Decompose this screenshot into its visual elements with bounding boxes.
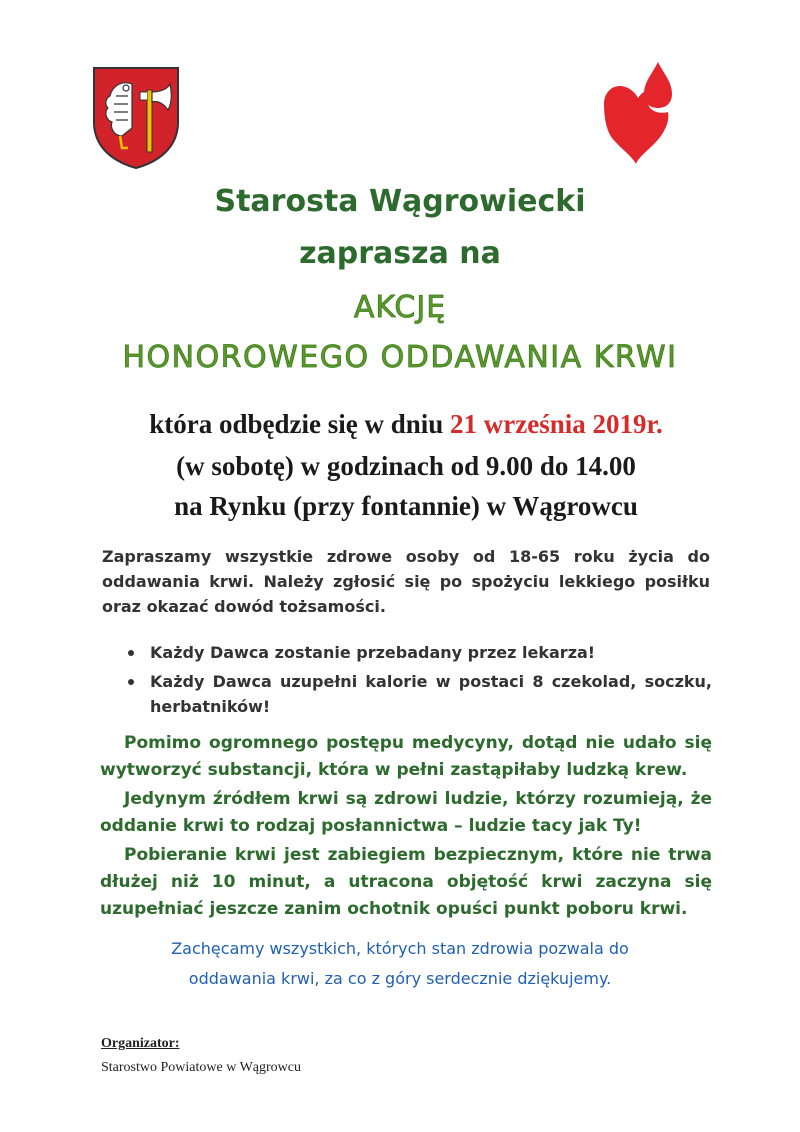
info-paragraph: Pomimo ogromnego postępu medycyny, dotąd nie udało się wytworzyć substancji, która w pełni zastąpiłaby ludzką krew. <box>100 733 712 780</box>
organizer-label: Organizator: <box>101 1036 180 1051</box>
closing-line: oddawania krwi, za co z góry serdecznie dziękujemy. <box>188 969 612 988</box>
info-paragraph: Jedynym źródłem krwi są zdrowi ludzie, którzy rozumieją, że oddanie krwi to rodzaj posłannictwa – ludzie tacy jak Ty! <box>100 789 712 836</box>
headline-starosta: Starosta Wągrowiecki <box>214 184 586 219</box>
event-date: 21 września 2019r. <box>450 409 663 439</box>
event-date-prefix: która odbędzie się w dniu <box>149 409 451 439</box>
headline-invites: zaprasza na <box>299 236 501 271</box>
organizer-name: Starostwo Powiatowe w Wągrowcu <box>101 1060 301 1075</box>
bullet-icon <box>128 679 134 685</box>
info-paragraphs <box>100 730 712 925</box>
event-time-line: (w sobotę) w godzinach od 9.00 do 14.00 <box>176 451 636 481</box>
closing-note <box>0 934 800 994</box>
list-item <box>124 669 712 719</box>
headline-action: AKCJĘ <box>353 290 447 325</box>
list-item-text: Każdy Dawca zostanie przebadany przez lekarza! <box>150 643 596 662</box>
event-location-line: na Rynku (przy fontannie) w Wągrowcu <box>174 491 638 521</box>
info-paragraph: Pobieranie krwi jest zabiegiem bezpiecznym, które nie trwa dłużej niż 10 minut, a utracona objętość krwi zaczyna się uzupełniać jeszcze zanim ochotnik opuści punkt poboru krwi. <box>100 845 712 919</box>
bullet-icon <box>128 650 134 656</box>
intro-paragraph: Zapraszamy wszystkie zdrowe osoby od 18-65 roku życia do oddawania krwi. Należy zgłosić się po spożyciu lekkiego posiłku oraz okazać dowód tożsamości. <box>102 547 710 616</box>
headline-blood-donation: HONOROWEGO ODDAWANIA KRWI <box>122 340 678 375</box>
list-item-text: Każdy Dawca uzupełni kalorie w postaci 8 czekolad, soczku, herbatników! <box>150 672 712 716</box>
blood-donation-heart-icon <box>600 60 682 166</box>
benefits-list <box>124 640 712 719</box>
closing-line: Zachęcamy wszystkich, których stan zdrowia pozwala do <box>171 939 629 958</box>
coat-of-arms-icon <box>92 66 180 170</box>
list-item <box>124 640 712 665</box>
event-date-line <box>6 409 800 440</box>
